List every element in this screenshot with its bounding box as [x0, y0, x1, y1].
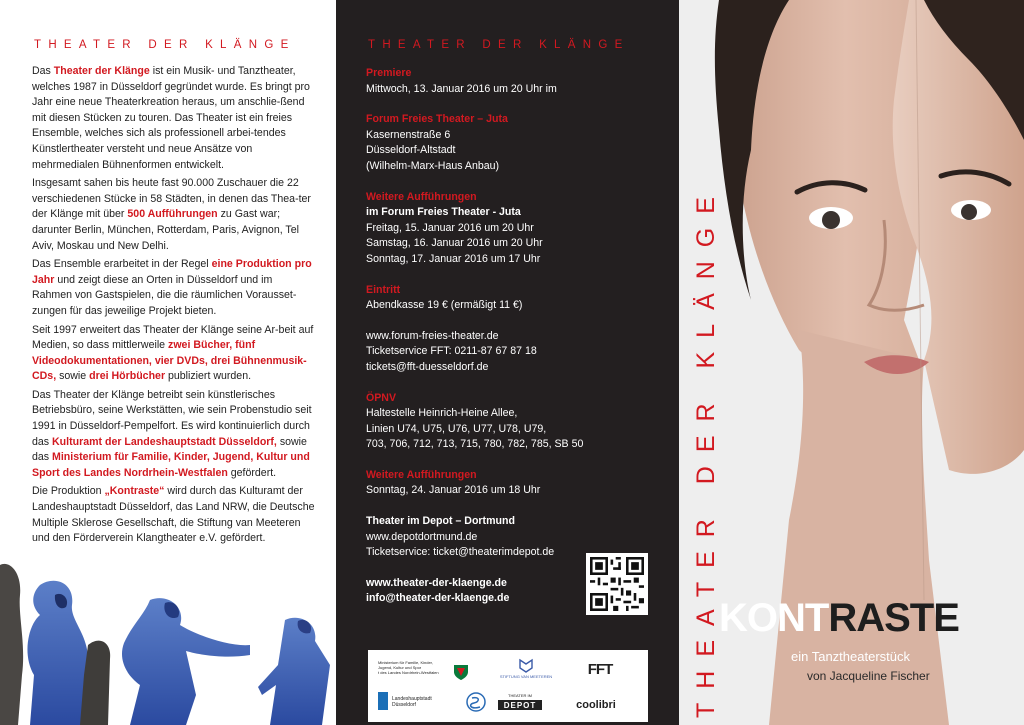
event-info [366, 66, 656, 622]
highlight-text: eine Produktion pro Jahr [32, 258, 312, 286]
dancers-silhouette-image [0, 555, 336, 725]
info-block [366, 66, 656, 97]
info-line: Samstag, 16. Januar 2016 um 20 Uhr [366, 237, 543, 250]
show-title-part-2: RASTE [828, 596, 959, 640]
info-block [366, 190, 656, 268]
info-line: im Forum Freies Theater - Juta [366, 206, 521, 219]
left-panel [0, 0, 336, 725]
info-heading: Eintritt [366, 283, 401, 296]
info-line: Ticketservice FFT: 0211-87 67 87 18 [366, 345, 537, 358]
info-heading: Weitere Aufführungen [366, 468, 477, 481]
body-text: Das [32, 65, 54, 77]
author: von Jacqueline Fischer [807, 669, 930, 683]
highlight-text: drei Hörbücher [89, 370, 166, 383]
highlight-text: 500 Aufführungen [127, 208, 218, 221]
sponsor-logos [368, 650, 648, 722]
qr-code [586, 553, 648, 615]
about-paragraph [32, 388, 315, 482]
info-line: Mittwoch, 13. Januar 2016 um 20 Uhr im [366, 82, 557, 95]
about-text [32, 64, 315, 550]
highlight-text: Ministerium für Familie, Kinder, Jugend, Kultur und Sport des Landes Nordrhein-Westfalen [32, 451, 310, 479]
city-logo-icon [378, 692, 388, 710]
body-text: Das Ensemble erarbeitet in der Regel [32, 258, 212, 271]
info-line: Sonntag, 24. Januar 2016 um 18 Uhr [366, 484, 541, 497]
about-paragraph [32, 176, 315, 254]
fft-logo: FFT [587, 661, 613, 678]
info-line: Abendkasse 19 € (ermäßigt 11 €) [366, 299, 523, 312]
highlight-text: Theater der Klänge [53, 65, 150, 77]
info-line: info@theater-der-klaenge.de [366, 592, 510, 605]
depot-logo-small: THEATER IM [508, 693, 532, 698]
info-line: 703, 706, 712, 713, 715, 780, 782, 785, SB 50 [366, 438, 584, 451]
info-block [366, 468, 656, 499]
body-text: sowie [56, 370, 90, 383]
body-text: zu Gast war; darunter Berlin, München, Rotterdam, Paris, Avignon, Tel Aviv, Moskau und New Delhi. [32, 208, 299, 252]
info-block [366, 391, 656, 453]
about-paragraph [32, 64, 315, 173]
info-heading: Weitere Aufführungen [366, 190, 477, 203]
body-text: Insgesamt sahen bis heute fast 90.000 Zuschauer die 22 verschiedenen Stücke in 58 Städten, in denen das Thea-ter der Klänge mit über [32, 177, 311, 221]
middle-header: THEATER DER KLÄNGE [368, 39, 630, 51]
info-line: Freitag, 15. Januar 2016 um 20 Uhr [366, 221, 534, 234]
left-header: THEATER DER KLÄNGE [34, 39, 296, 51]
body-text: Die Produktion [32, 485, 105, 498]
body-text: Das Theater der Klänge betreibt sein künstlerisches Betriebsbüro, seine Werkstätten, wie sein Probenstudio seit 1991 in Düsseldorf-Pempelfort. Es wird kontinuierlich durch das [32, 388, 312, 448]
info-block [366, 283, 656, 314]
info-heading: ÖPNV [366, 391, 397, 404]
highlight-text: Kulturamt der Landeshauptstadt Düsseldorf, [52, 435, 277, 448]
body-text: publiziert wurden. [165, 370, 252, 383]
ministry-logo: Ministerium für Familie, Kinder, Jugend, Kultur und Spor t des Landes Nordrhein-Westfalen [378, 660, 439, 675]
subtitle: ein Tanztheaterstück [791, 649, 910, 664]
info-line: www.forum-freies-theater.de [366, 329, 499, 342]
show-title-part-1: KONT [719, 596, 829, 640]
info-line: www.depotdortmund.de [366, 530, 478, 543]
info-line: Theater im Depot – Dortmund [366, 515, 515, 528]
show-title [719, 596, 959, 640]
body-text: gefördert. [227, 466, 277, 479]
info-line: (Wilhelm-Marx-Haus Anbau) [366, 159, 500, 172]
info-line: Linien U74, U75, U76, U77, U78, U79, [366, 422, 547, 435]
info-heading: Premiere [366, 67, 412, 79]
coolibri-logo: coolibri [576, 699, 616, 711]
info-line: Haltestelle Heinrich-Heine Allee, [366, 407, 518, 420]
middle-panel [336, 0, 679, 725]
highlight-text: „Kontraste“ [104, 485, 165, 498]
about-paragraph [32, 257, 315, 319]
info-line: Sonntag, 17. Januar 2016 um 17 Uhr [366, 252, 541, 265]
city-logo: Landeshauptstadt Düsseldorf [392, 696, 432, 708]
right-panel [679, 0, 1024, 725]
stiftung-logo: STIFTUNG VAN MEETEREN [499, 674, 553, 679]
body-text: sowie das [32, 435, 307, 464]
info-block [366, 112, 656, 174]
body-text: wird durch das Kulturamt der Landeshauptstadt Düsseldorf, das Land NRW, die Deutsche Multiple Sklerose Gesellschaft, die Stiftung van Meeteren und den Förderverein Klangtheater e.V. gefördert. [32, 485, 315, 545]
body-text: ist ein Musik- und Tanztheater, welches 1987 in Düsseldorf gegründet wurde. Es bringt pro Jahr eine neue Theaterkreation heraus, um anschlie-ßend mit diesen Stücken zu touren. Das Theater ist ein freies Ensemble, welches sich als professionell arbei-tendes Künstlertheater versteht und neue Ansätze von mehrmedialen Bühnenformen entwickelt. [32, 65, 310, 171]
body-text: Seit 1997 erweitert das Theater der Klänge seine Ar-beit auf Medien, so dass mittlerweile [32, 323, 314, 352]
info-line: tickets@fft-duesseldorf.de [366, 360, 489, 373]
info-block [366, 329, 656, 376]
about-paragraph [32, 323, 315, 385]
info-line: Kasernenstraße 6 [366, 128, 451, 141]
vertical-title: THEATER DER KLÄNGE [692, 183, 720, 718]
info-heading: Forum Freies Theater – Juta [366, 113, 508, 126]
info-line: Düsseldorf-Altstadt [366, 144, 456, 157]
info-line: www.theater-der-klaenge.de [366, 576, 507, 589]
stiftung-icon [520, 660, 532, 672]
highlight-text: zwei Bücher, fünf Videodokumentationen, vier DVDs, drei Bühnenmusik-CDs, [32, 339, 307, 383]
info-line: Ticketservice: ticket@theaterimdepot.de [366, 546, 555, 559]
body-text: und zeigt diese an Orten in Düsseldorf und im Rahmen von Gastspielen, die die räumlichen Vorausset-zungen für das jeweilige Projekt bieten. [32, 273, 297, 317]
about-paragraph [32, 484, 315, 546]
depot-logo: DEPOT [503, 701, 537, 710]
